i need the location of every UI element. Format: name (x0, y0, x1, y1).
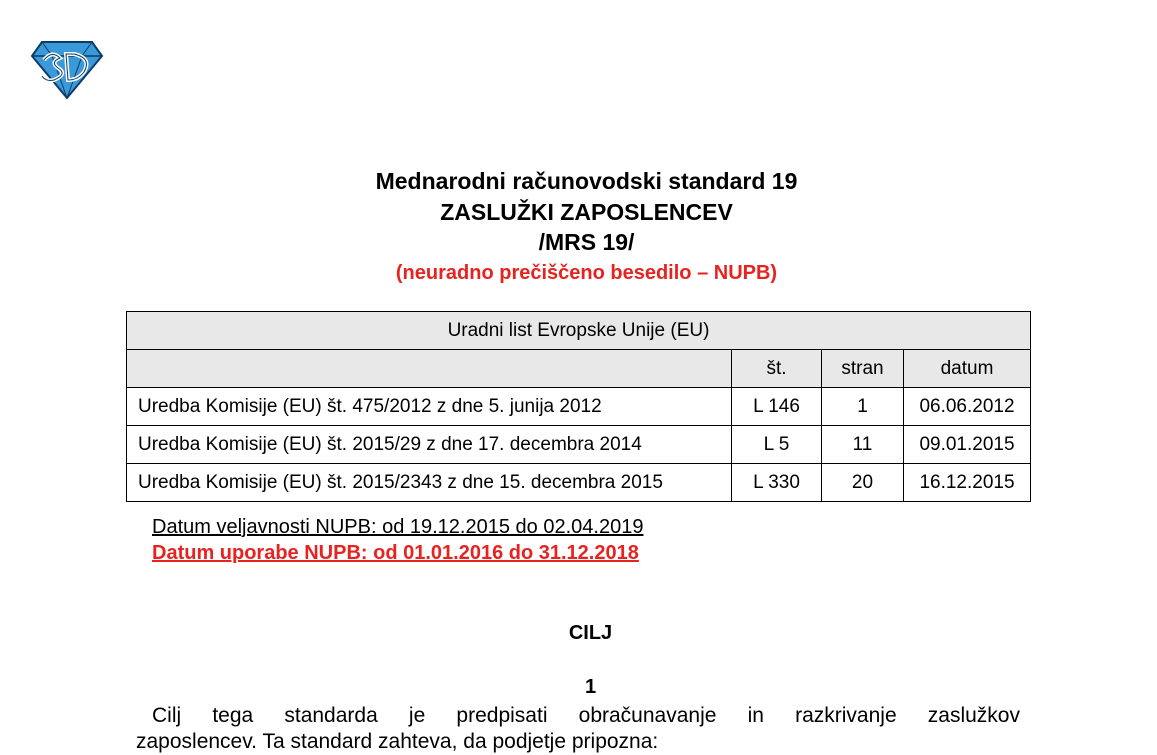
usage-date: Datum uporabe NUPB: od 01.01.2016 do 31.12.2018 (152, 542, 639, 564)
table-header-label (127, 350, 732, 388)
table-row (127, 426, 1031, 464)
title-line-2: ZASLUŽKI ZAPOSLENCEV (440, 198, 733, 225)
row-stran: 20 (822, 464, 904, 502)
row-st: L 5 (732, 426, 822, 464)
row-datum: 16.12.2015 (904, 464, 1031, 502)
row-stran: 1 (822, 388, 904, 426)
row-st: L 146 (732, 388, 822, 426)
table-row (127, 388, 1031, 426)
validity-date: Datum veljavnosti NUPB: od 19.12.2015 do 02.04.2019 (152, 516, 644, 538)
table-row (127, 464, 1031, 502)
table-caption: Uradni list Evropske Unije (EU) (127, 312, 1031, 350)
title-note: (neuradno prečiščeno besedilo – NUPB) (395, 261, 778, 284)
paragraph-number: 1 (584, 676, 597, 698)
sd-diamond-logo-icon (30, 40, 104, 100)
title-line-3: /MRS 19/ (538, 229, 635, 255)
row-label: Uredba Komisije (EU) št. 2015/2343 z dne 15. decembra 2015 (127, 464, 732, 502)
table-header-st: št. (732, 350, 822, 388)
official-journal-table (126, 311, 1031, 502)
table-header-stran: stran (822, 350, 904, 388)
section-heading: CILJ (568, 622, 613, 644)
table-header-datum: datum (904, 350, 1031, 388)
row-label: Uredba Komisije (EU) št. 2015/29 z dne 17. decembra 2014 (127, 426, 732, 464)
row-label: Uredba Komisije (EU) št. 475/2012 z dne 5. junija 2012 (127, 388, 732, 426)
title-line-1: Mednarodni računovodski standard 19 (375, 168, 798, 194)
row-datum: 06.06.2012 (904, 388, 1031, 426)
document-title (0, 166, 1157, 288)
row-stran: 11 (822, 426, 904, 464)
row-st: L 330 (732, 464, 822, 502)
paragraph-text: Cilj tega standarda je predpisati obračunavanje in razkrivanje zaslužkov (152, 704, 1020, 727)
row-datum: 09.01.2015 (904, 426, 1031, 464)
paragraph-text-continued: zaposlencev. Ta standard zahteva, da podjetje pripozna: (136, 730, 659, 753)
